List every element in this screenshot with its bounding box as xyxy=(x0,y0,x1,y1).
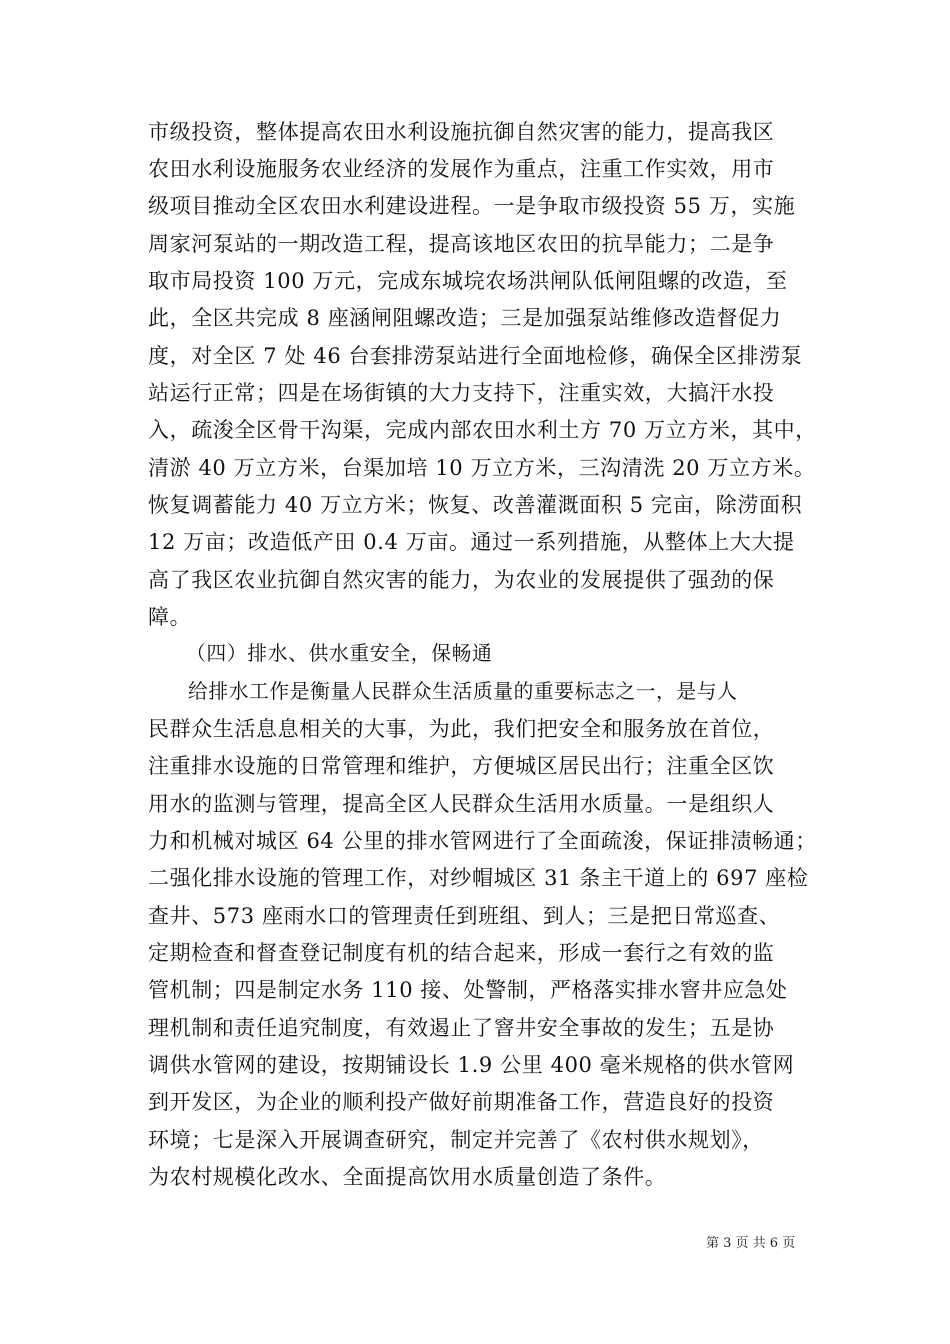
section-heading: （四）排水、供水重安全，保畅通 xyxy=(186,642,493,665)
paragraph-line: 民群众生活息息相关的大事，为此，我们把安全和服务放在首位， xyxy=(148,717,775,741)
paragraph-line: 周家河泵站的一期改造工程，提高该地区农田的抗旱能力；二是争 xyxy=(148,232,775,256)
paragraph-line: 清淤 40 万立方米，台渠加培 10 万立方米，三沟清洗 20 万立方米。 xyxy=(148,456,816,480)
paragraph-line: 高了我区农业抗御自然灾害的能力，为农业的发展提供了强劲的保 xyxy=(148,568,775,592)
paragraph-line: 市级投资，整体提高农田水利设施抗御自然灾害的能力，提高我区 xyxy=(148,120,775,144)
paragraph-line: 环境；七是深入开展调查研究，制定并完善了《农村供水规划》， xyxy=(148,1128,764,1152)
paragraph-line: 入，疏浚全区骨干沟渠，完成内部农田水利土方 70 万立方米，其中， xyxy=(148,418,817,442)
paragraph-line: 此，全区共完成 8 座涵闸阻螺改造；三是加强泵站维修改造督促力 xyxy=(148,306,782,330)
paragraph-line: 调供水管网的建设，按期铺设长 1.9 公里 400 毫米规格的供水管网 xyxy=(148,1053,795,1077)
paragraph-line: 为农村规模化改水、全面提高饮用水质量创造了条件。 xyxy=(148,1165,667,1189)
paragraph-line: 站运行正常；四是在场街镇的大力支持下，注重实效，大搞汗水投 xyxy=(148,381,775,405)
paragraph-line: 农田水利设施服务农业经济的发展作为重点，注重工作实效，用市 xyxy=(148,157,775,181)
paragraph-line: 给排水工作是衡量人民群众生活质量的重要标志之一，是与人 xyxy=(188,680,738,703)
paragraph-line: 注重排水设施的日常管理和维护，方便城区居民出行；注重全区饮 xyxy=(148,754,775,778)
paragraph-line: 二强化排水设施的管理工作，对纱帽城区 31 条主干道上的 697 座检 xyxy=(148,866,809,890)
paragraph-line: 查井、573 座雨水口的管理责任到班组、到人；三是把日常巡查、 xyxy=(148,904,781,928)
paragraph-line: 障。 xyxy=(148,605,192,629)
paragraph-line: 用水的监测与管理，提高全区人民群众生活用水质量。一是组织人 xyxy=(148,792,775,816)
paragraph-line: 定期检查和督查登记制度有机的结合起来，形成一套行之有效的监 xyxy=(148,941,775,965)
paragraph-line: 恢复调蓄能力 40 万立方米；恢复、改善灌溉面积 5 完亩，除涝面积 xyxy=(148,493,803,517)
paragraph-line: 到开发区，为企业的顺利投产做好前期准备工作，营造良好的投资 xyxy=(148,1090,775,1114)
paragraph-line: 管机制；四是制定水务 110 接、处警制，严格落实排水窨井应急处 xyxy=(148,978,788,1002)
paragraph-line: 级项目推动全区农田水利建设进程。一是争取市级投资 55 万，实施 xyxy=(148,194,796,218)
paragraph-line: 度，对全区 7 处 46 台套排涝泵站进行全面地检修，确保全区排涝泵 xyxy=(148,344,803,368)
page-number: 第 3 页 共 6 页 xyxy=(706,1236,796,1251)
paragraph-line: 力和机械对城区 64 公里的排水管网进行了全面疏浚，保证排渍畅通； xyxy=(148,829,817,853)
paragraph-line: 12 万亩；改造低产田 0.4 万亩。通过一系列措施，从整体上大大提 xyxy=(148,530,795,554)
paragraph-line: 取市局投资 100 万元，完成东城垸农场洪闸队低闸阻螺的改造，至 xyxy=(148,269,788,293)
paragraph-line: 理机制和责任追究制度，有效遏止了窨井安全事故的发生；五是协 xyxy=(148,1016,775,1040)
